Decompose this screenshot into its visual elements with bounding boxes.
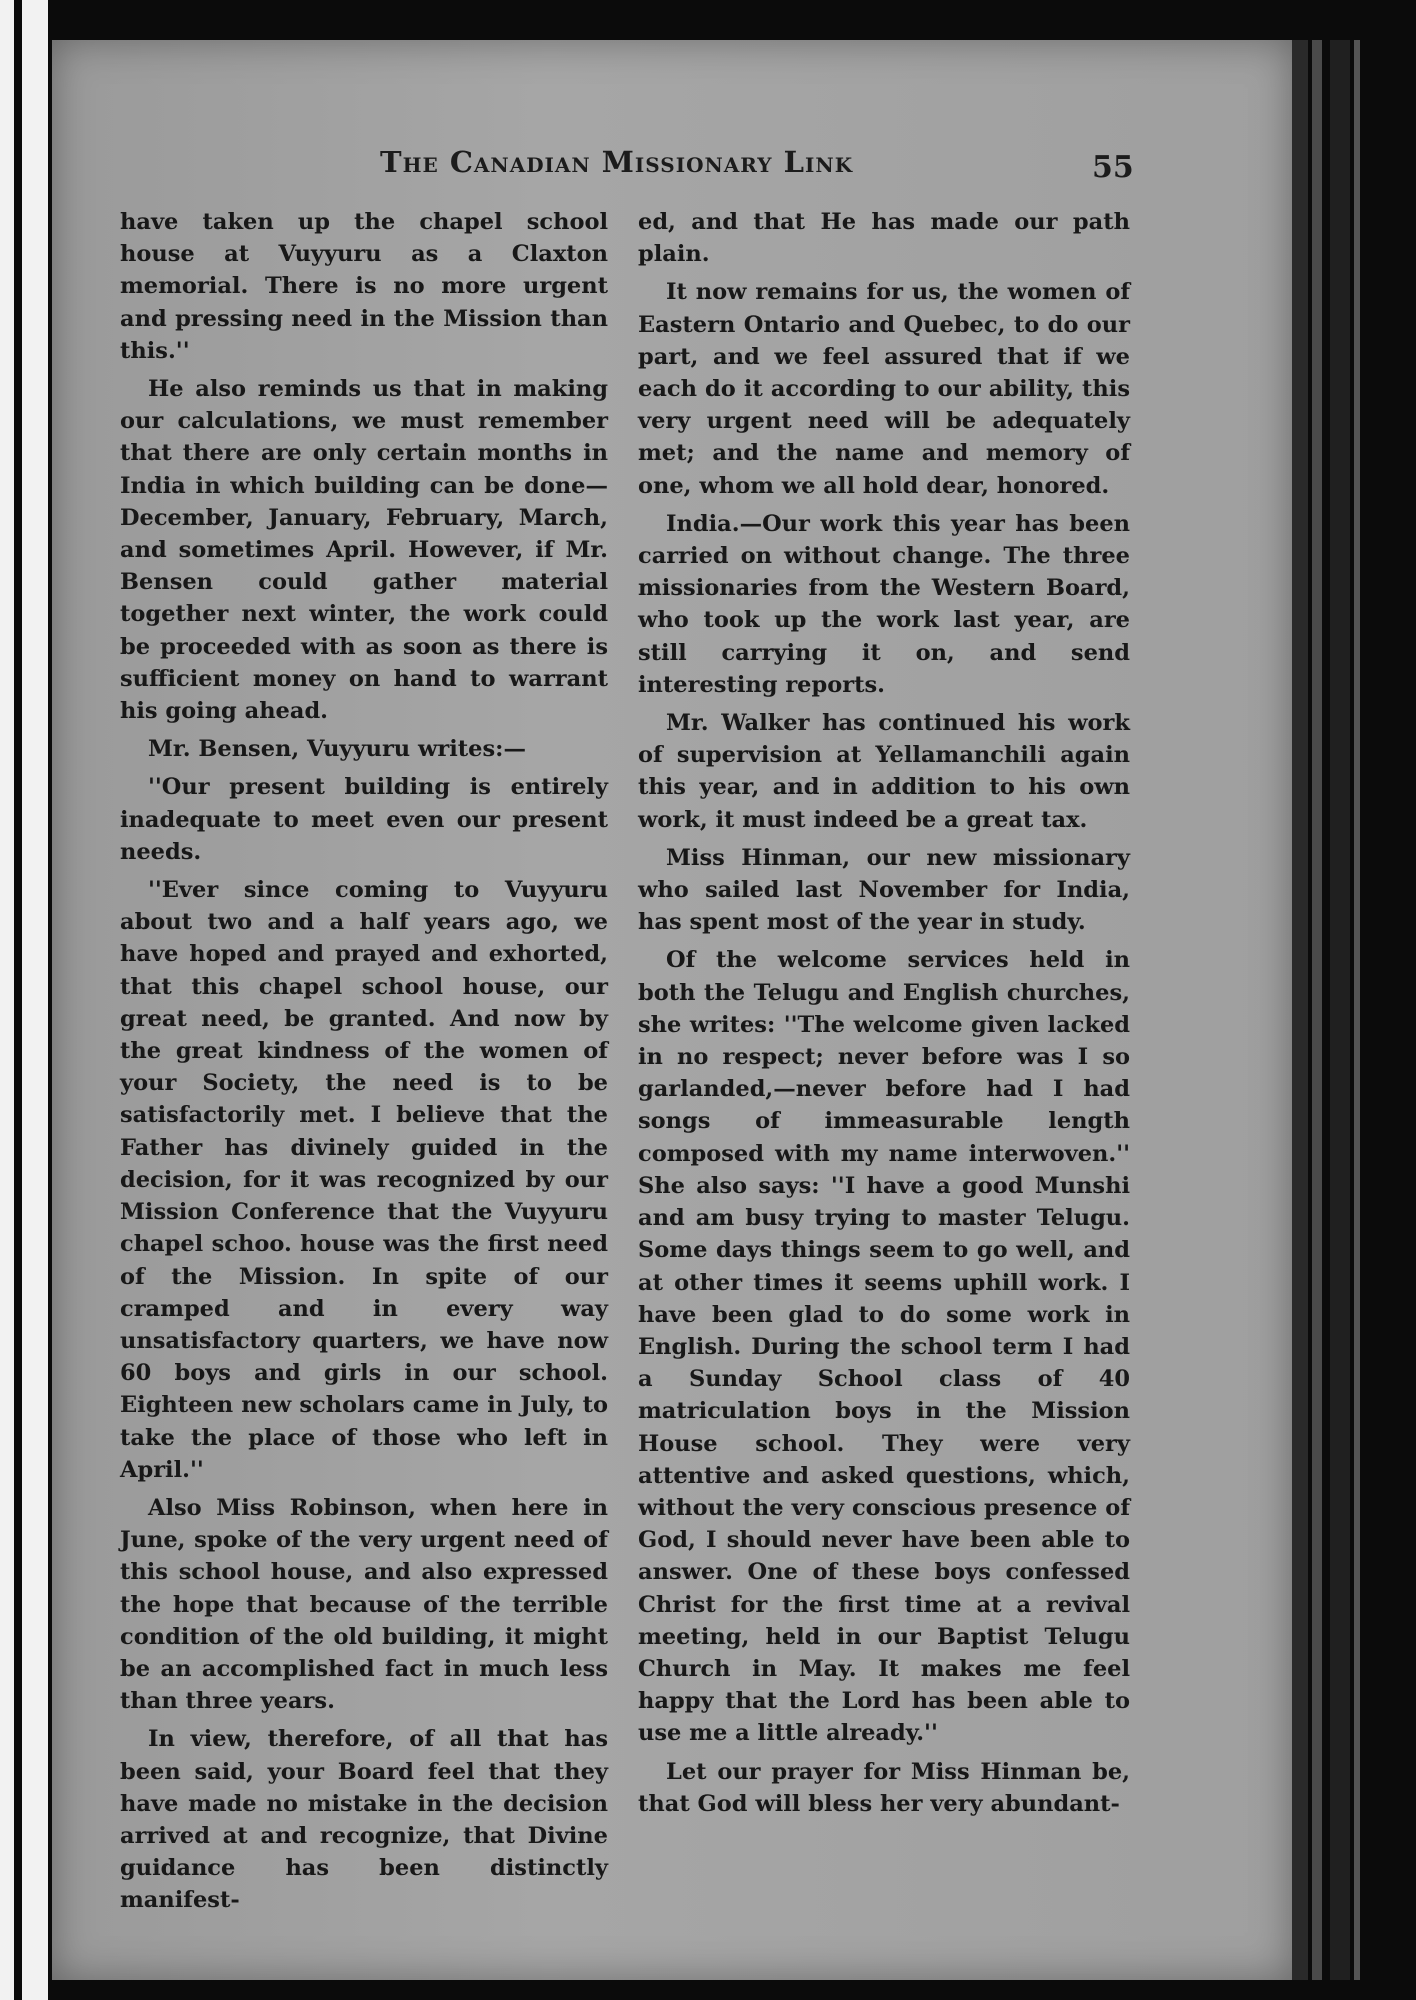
paragraph: Of the welcome services held in both the Telugu and English churches, she writes: ''The welcome given lacked in no respect; never before was I so garlanded,—never before had I had songs of immeasurable length composed with my name interwoven.'' She also says: ''I have a good Munshi and am busy trying to master Telugu. Some days things seem to go well, and at other times it seems uphill work. I have been glad to do some work in English. During the school term I had a Sunday School class of 40 matriculation boys in the Mission House school. They were very attentive and asked questions, which, without the very conscious presence of God, I should never have been able to answer. One of these boys confessed Christ for the first time at a revival meeting, held in our Baptist Telugu Church in May. It makes me feel happy that the Lord has been able to use me a little already.''	[638, 947, 1130, 1747]
scan-left-edge	[0, 0, 48, 2000]
book-spine	[1312, 40, 1322, 1980]
running-title: The Canadian Missionary Link	[380, 145, 854, 179]
paragraph: Mr. Bensen, Vuyyuru writes:—	[148, 736, 526, 763]
paragraph: Let our prayer for Miss Hinman be, that God will bless her very abundant-	[638, 1758, 1130, 1817]
paragraph: Mr. Walker has continued his work of supervision at Yellamanchili again this year, and in addition to his own work, it must indeed be a great tax.	[638, 710, 1130, 833]
paragraph: ed, and that He has made our path plain.	[638, 209, 1130, 268]
paragraph: have taken up the chapel school house at Vuyyuru as a Claxton memorial. There is no more urgent and pressing need in the Mission than this.''	[120, 209, 608, 364]
paragraph: In view, therefore, of all that has been said, your Board feel that they have made no mistake in the decision arrived at and recognize, that Divine guidance has been distinctly manifest-	[120, 1726, 608, 1914]
paragraph: Miss Hinman, our new missionary who sailed last November for India, has spent most of the year in study.	[638, 844, 1130, 936]
left-column	[120, 206, 608, 1923]
paragraph: ''Our present building is entirely inadequate to meet even our present needs.	[120, 774, 608, 865]
book-spine	[1292, 40, 1308, 1980]
book-spine	[1354, 40, 1360, 1980]
page-number: 55	[1092, 150, 1134, 185]
paragraph: India.—Our work this year has been carried on without change. The three missionaries from the Western Board, who took up the work last year, are still carrying it on, and send interesting reports.	[638, 510, 1130, 698]
paragraph: ''Ever since coming to Vuyyuru about two and a half years ago, we have hoped and prayed and exhorted, that this chapel school house, our great need, be granted. And now by the great kindness of the women of your Society, the need is to be satisfactorily met. I believe that the Father has divinely guided in the decision, for it was recognized by our Mission Conference that the Vuyyuru chapel schoo. house was the first need of the Mission. In spite of our cramped and in every way unsatisfactory quarters, we have now 60 boys and girls in our school. Eighteen new scholars came in July, to take the place of those who left in April.''	[120, 877, 608, 1483]
paragraph: Also Miss Robinson, when here in June, spoke of the very urgent need of this school house, and also expressed the hope that because of the terrible condition of the old building, it might be an accomplished fact in much less than three years.	[120, 1494, 608, 1715]
right-column	[638, 206, 1130, 1826]
book-spine	[1330, 40, 1350, 1980]
paragraph: It now remains for us, the women of Eastern Ontario and Quebec, to do our part, and we feel assured that if we each do it according to our ability, this very urgent need will be adequately met; and the name and memory of one, whom we all hold dear, honored.	[638, 279, 1130, 499]
paragraph: He also reminds us that in making our calculations, we must remember that there are only certain months in India in which building can be done—December, January, February, March, and sometimes April. However, if Mr. Bensen could gather material together next winter, the work could be proceeded with as soon as there is sufficient money on hand to warrant his going ahead.	[120, 376, 608, 725]
